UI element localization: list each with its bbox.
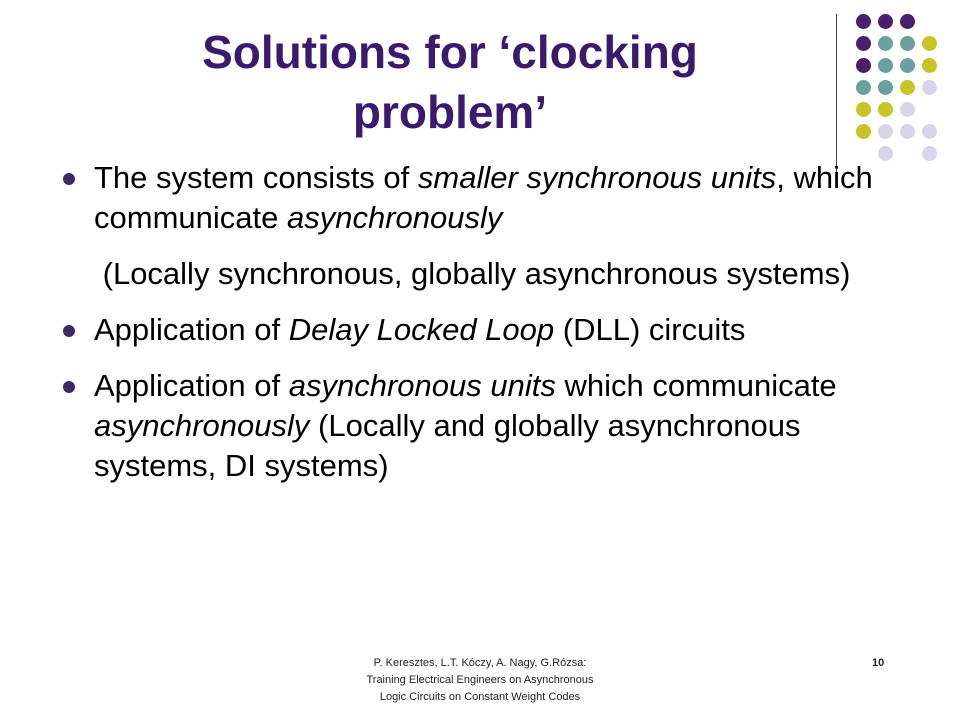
bullet-item xyxy=(60,158,900,238)
decorative-dot xyxy=(922,124,937,139)
decorative-dot xyxy=(856,124,871,139)
bullet-icon xyxy=(63,381,75,393)
decorative-dot xyxy=(900,14,915,29)
decorative-dot xyxy=(900,58,915,73)
text-run-italic: asynchronously xyxy=(94,408,310,443)
decorative-dot xyxy=(878,80,893,95)
text-run: Application of xyxy=(94,312,289,347)
footer-line: P. Keresztes, L.T. Kóczy, A. Nagy, G.Rózsa: xyxy=(373,657,587,669)
decorative-dot xyxy=(900,102,915,117)
decorative-dot xyxy=(900,80,915,95)
decorative-dot xyxy=(900,36,915,51)
bullet-item xyxy=(60,310,900,350)
decorative-dot xyxy=(922,36,937,51)
bullet-text xyxy=(94,368,837,483)
decorative-dot xyxy=(878,14,893,29)
decorative-dot xyxy=(878,124,893,139)
slide-title: Solutions for ‘clocking problem’ xyxy=(202,26,698,138)
page-number: 10 xyxy=(872,657,885,669)
text-run: (Locally and globally asynchronous systems, DI systems) xyxy=(94,408,801,483)
decorative-dot xyxy=(856,36,871,51)
text-run: , which communicate xyxy=(94,160,873,235)
bullet-text xyxy=(94,160,873,235)
decorative-dot xyxy=(856,58,871,73)
text-run: which communicate xyxy=(564,368,837,403)
bullet-text xyxy=(94,312,745,347)
decorative-dot xyxy=(922,146,937,161)
slide-content xyxy=(60,158,900,502)
footer-line: Logic Circuits on Constant Weight Codes xyxy=(379,691,581,703)
decorative-dot xyxy=(856,80,871,95)
text-run-italic: asynchronously xyxy=(286,200,503,235)
decorative-divider xyxy=(836,14,837,178)
decorative-dot xyxy=(878,36,893,51)
text-run-italic: Delay Locked Loop xyxy=(288,312,563,347)
text-run-italic: asynchronous units xyxy=(288,368,565,403)
bullet-icon xyxy=(63,325,75,337)
sub-text: (Locally synchronous, globally asynchronous systems) xyxy=(102,256,851,291)
decorative-dot xyxy=(922,80,937,95)
decorative-dot xyxy=(856,14,871,29)
bullet-icon xyxy=(63,173,75,185)
text-run-italic: smaller synchronous units xyxy=(417,160,777,195)
decorative-dot xyxy=(856,102,871,117)
text-run: (DLL) circuits xyxy=(562,312,746,347)
bullet-item xyxy=(60,366,900,486)
decorative-dot xyxy=(900,124,915,139)
slide-footer xyxy=(330,655,630,706)
text-run: The system consists of xyxy=(94,160,418,195)
footer-line: Training Electrical Engineers on Asynchronous xyxy=(366,674,594,686)
decorative-dot xyxy=(878,58,893,73)
decorative-dot xyxy=(878,102,893,117)
sub-paragraph xyxy=(60,254,900,294)
dot-grid-decoration xyxy=(846,12,950,162)
text-run: Application of xyxy=(94,368,289,403)
decorative-dot xyxy=(922,58,937,73)
